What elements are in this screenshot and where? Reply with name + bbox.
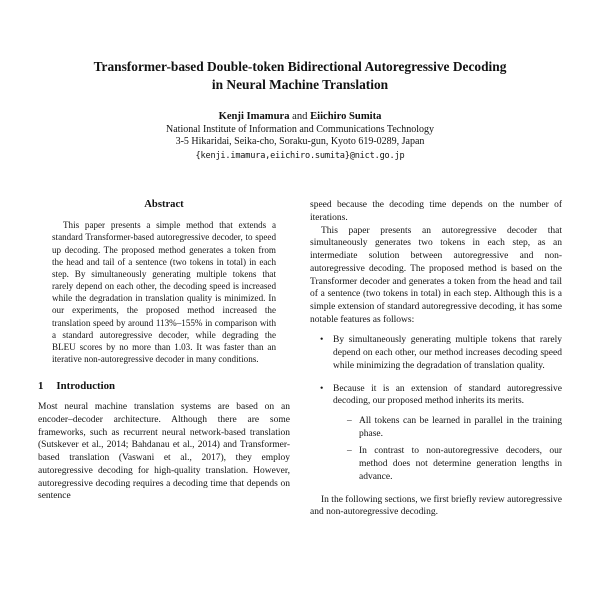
section-1-heading	[38, 380, 290, 392]
authors-conjunction: and	[289, 111, 311, 123]
feature-item-2	[320, 383, 562, 484]
closing-paragraph: In the following sections, we first briefly review autoregressive and non-autoregressive decoding.	[310, 494, 562, 518]
affiliation-line: National Institute of Information and Communications Technology	[166, 123, 434, 135]
feature-item-1	[320, 334, 562, 372]
abstract-section	[38, 199, 290, 365]
intro-paragraph: Most neural machine translation systems are based on an encoder–decoder architecture. Although there are some frameworks, such as recurrent neural network-based translation (Sutskever et al., 2014; Bahdanau et al., 2014) and Transformer-based translation (Vaswani et al., 2017), they employ autoregressive decoding for high-quality translation. However, autoregressive decoding requires a decoding time that depends on sentence	[38, 402, 290, 502]
dash-icon: –	[347, 415, 352, 426]
dash-icon: –	[347, 446, 352, 457]
merit-item-1	[347, 415, 562, 440]
feature-item-2-text: Because it is an extension of standard autoregressive decoding, our proposed method inherits its merits.	[333, 383, 562, 407]
author-1: Kenji Imamura	[218, 111, 290, 123]
section-1-number: 1	[38, 380, 44, 393]
section-1-title: Introduction	[56, 380, 116, 393]
merits-sublist	[347, 415, 562, 484]
title-line-1: Transformer-based Double-token Bidirectional Autoregressive Decoding	[93, 59, 507, 74]
abstract-paragraph: This paper presents a simple method that extends a standard Transformer-based autoregressive decoder, to speed up decoding. The proposed method generates a token from the head and tail of a sentence (two tokens in total) in each step. By simultaneously generating multiple tokens that rarely depend on each other, the decoding speed is increased while the degradation in translation quality is minimized. In our experiments, the proposed method increased the translation speed by around 113%–155% in comparison with a standard autoregressive decoder, while degrading the BLEU scores by no more than 1.03. It was faster than an iterative non-autoregressive decoder in many conditions.	[52, 220, 276, 365]
email-line: {kenji.imamura,eiichiro.sumita}@nict.go.jp	[195, 151, 405, 162]
merit-item-2	[347, 445, 562, 483]
feature-item-1-text: By simultaneously generating multiple tokens that rarely depend on each other, our method increases decoding speed while minimizing the degradation of translation quality.	[333, 335, 562, 371]
paper-title	[38, 58, 562, 93]
right-column	[310, 199, 562, 519]
abstract-heading: Abstract	[144, 199, 184, 211]
bullet-icon: •	[320, 335, 324, 346]
author-2: Eiichiro Sumita	[310, 111, 382, 123]
two-column-body	[38, 199, 562, 519]
merit-item-2-text: In contrast to non-autoregressive decoders, our method does not determine generation lengths in advance.	[359, 446, 562, 482]
bullet-icon: •	[320, 383, 324, 394]
title-line-2: in Neural Machine Translation	[211, 76, 389, 92]
address-line: 3-5 Hikaridai, Seika-cho, Soraku-gun, Kyoto 619-0289, Japan	[175, 136, 425, 148]
authors-line	[38, 110, 562, 123]
continuation-paragraph: speed because the decoding time depends on the number of iterations.	[310, 200, 562, 223]
overview-paragraph: This paper presents an autoregressive decoder that simultaneously generates two tokens in each step, as an intermediate solution between autoregressive and non-autoregressive decoding. The proposed method is based on the Transformer decoder and generates a token from the head and tail of a sentence (two tokens in total) in each step. Although this is a simple extension of standard autoregressive decoding, it has some notable features as follows:	[310, 225, 562, 325]
features-list	[320, 334, 562, 483]
left-column	[38, 199, 290, 519]
paper-header	[38, 58, 562, 161]
merit-item-1-text: All tokens can be learned in parallel in the training phase.	[359, 415, 562, 439]
